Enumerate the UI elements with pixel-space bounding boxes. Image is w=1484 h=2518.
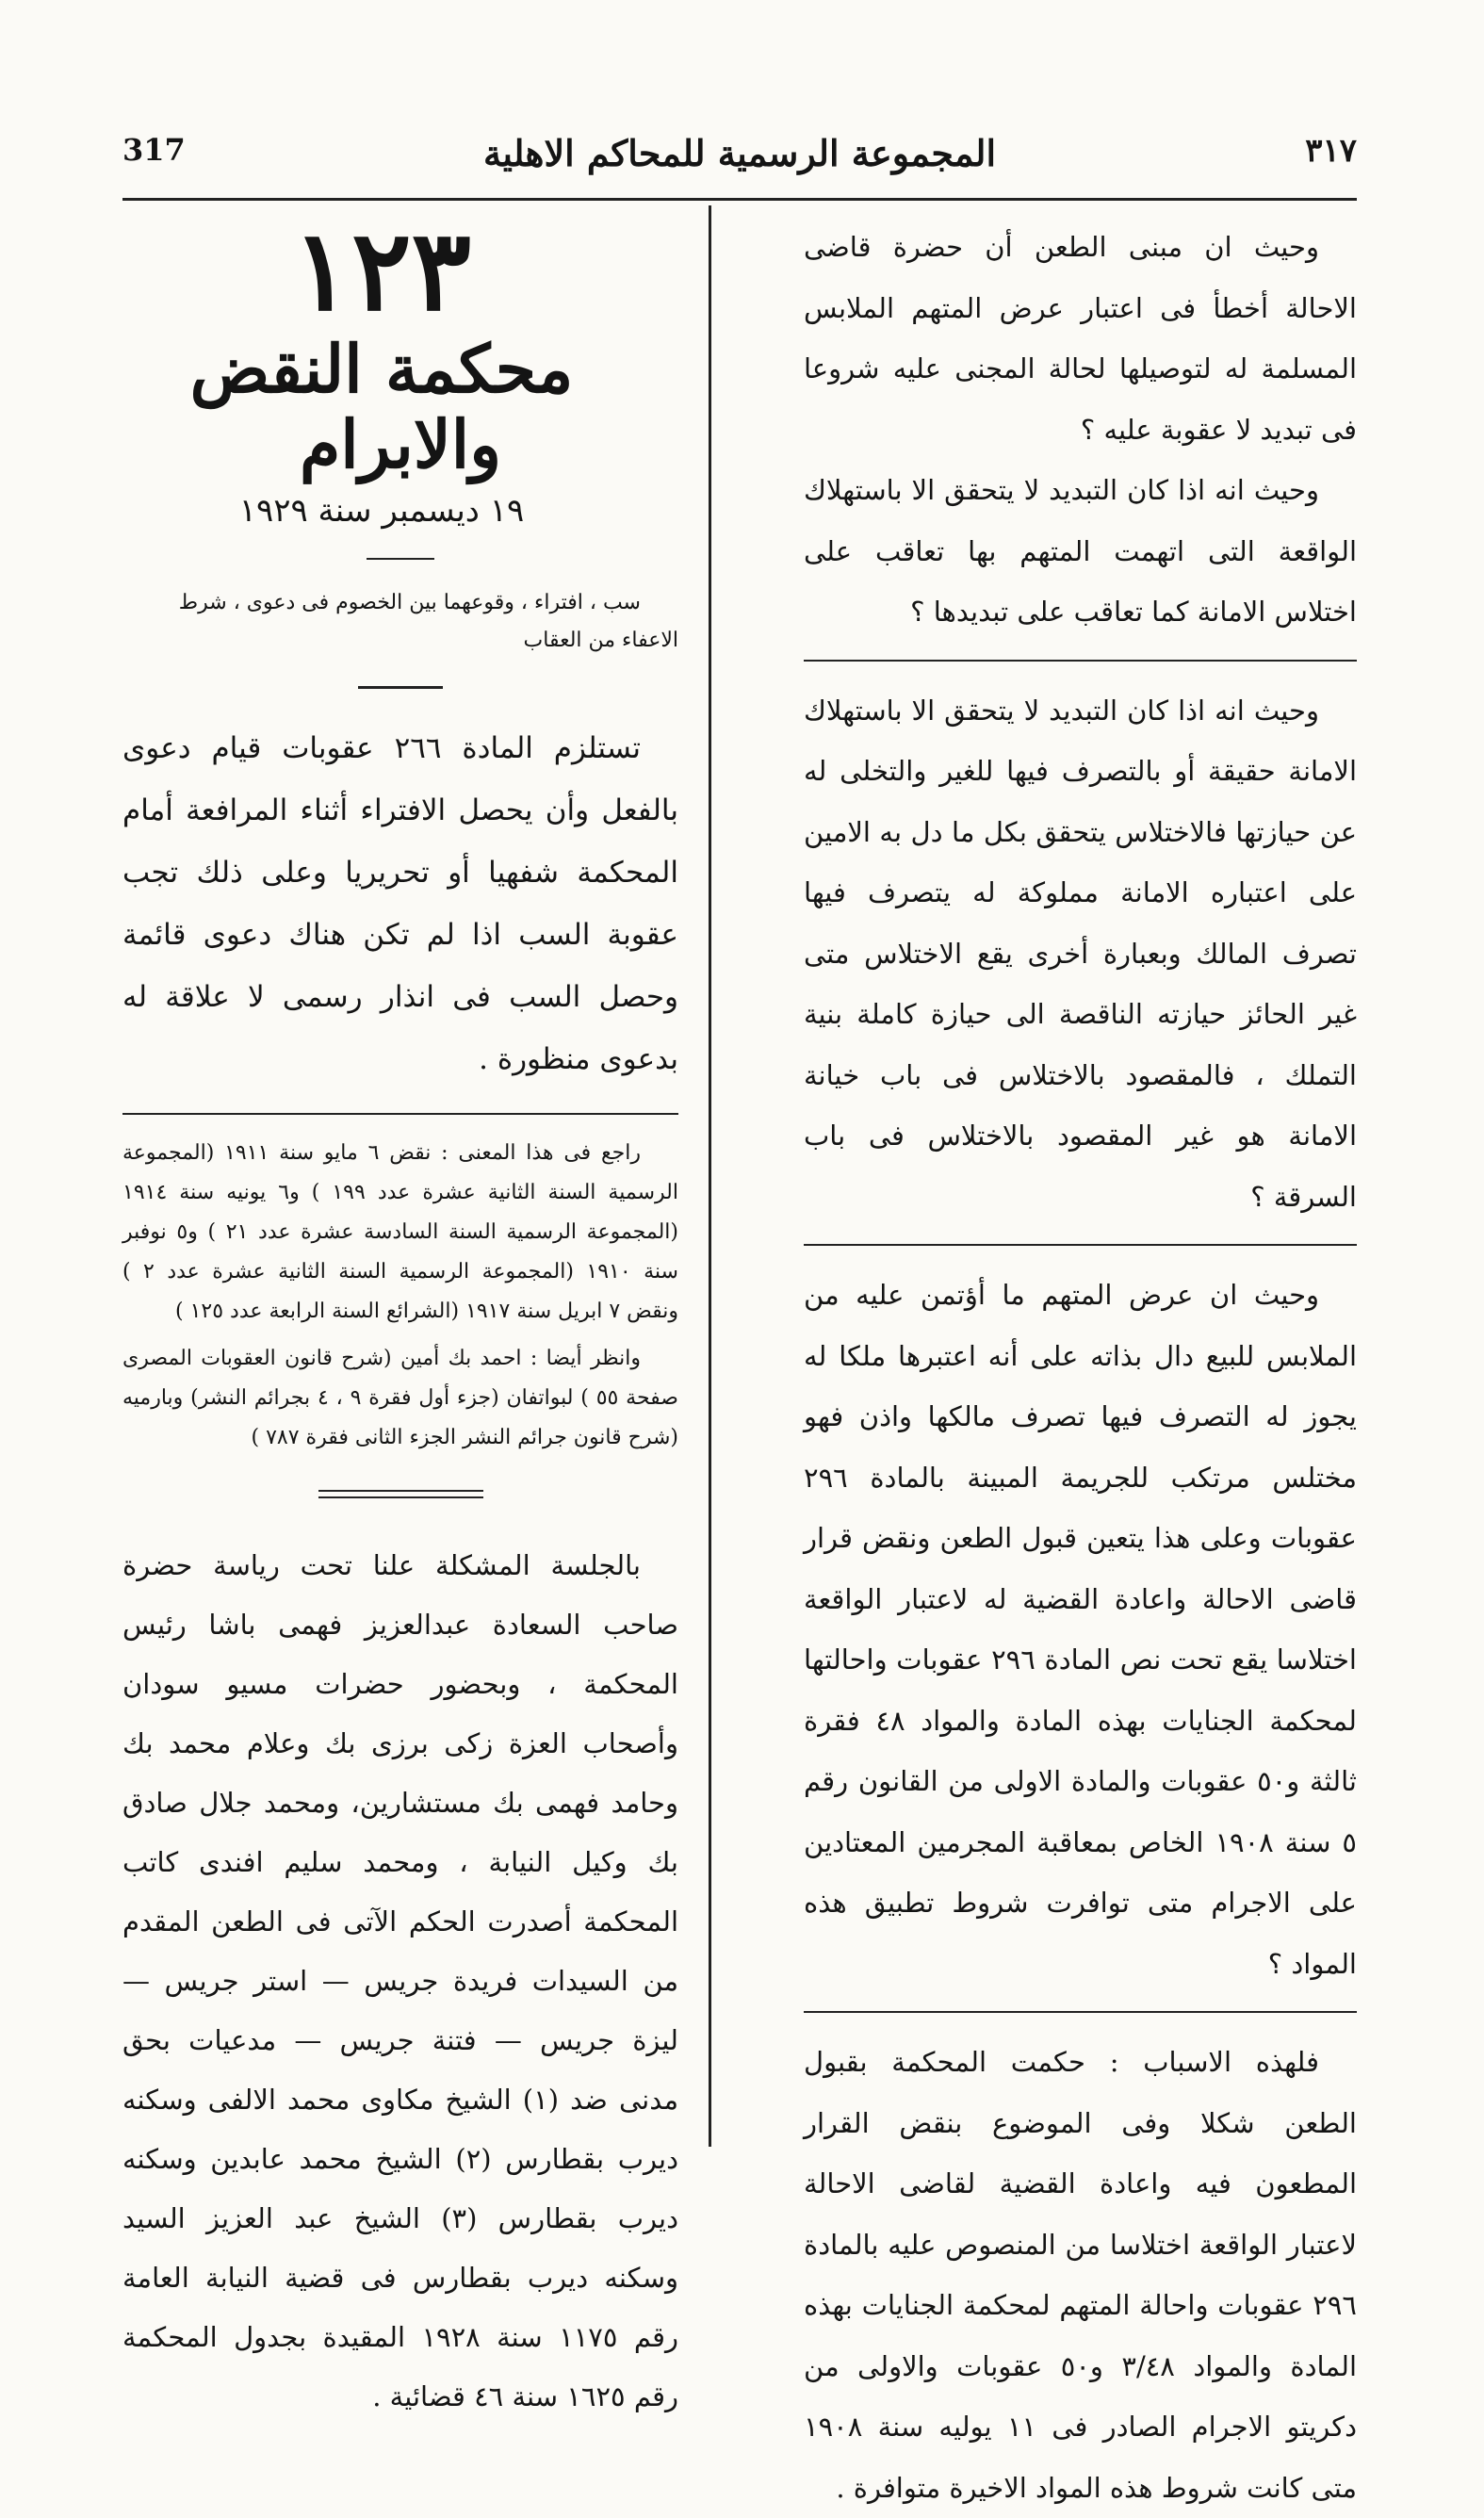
headnote: تستلزم المادة ٢٦٦ عقوبات قيام دعوى بالفعل وأن يحصل الافتراء أثناء المرافعة أمام المحكمة شفهيا أو تحريريا وعلى ذلك تجب عقوبة السب اذا لم تكن هناك دعوى قائمة وحصل السب فى انذار رسمى لا علاقة له بدعوى منظورة . (122, 731, 678, 1076)
references-2: وانظر أيضا : احمد بك أمين (شرح قانون العقوبات المصرى صفحة ٥٥ ) لبواتفان (جزء أول فقرة ٩ ، ٤ بجرائم النشر) وبارميه (شرح قانون جرائم النشر الجزء الثانى فقرة ٧٨٧ ) (122, 1347, 678, 1449)
paragraph-separator (804, 1244, 1357, 1246)
running-title: المجموعة الرسمية للمحاكم الاهلية (482, 132, 997, 174)
short-rule (367, 558, 434, 560)
page-number-latin: 317 (122, 132, 186, 168)
paragraph-1: وحيث ان مبنى الطعن أن حضرة قاضى الاحالة أخطأ فى اعتبار عرض المتهم الملابس المسلمة له لتوصيلها لحالة المجنى عليه شروعا فى تبديد لا عقوبة عليه ؟ (804, 231, 1357, 446)
case-number: ١٢٣ (291, 204, 472, 335)
paragraph-separator (804, 2011, 1357, 2013)
double-rule (318, 1490, 483, 1498)
keywords: سب ، افتراء ، وقوعهما بين الخصوم فى دعوى ، شرط الاعفاء من العقاب (178, 591, 678, 652)
case-heading (122, 204, 678, 539)
column-divider (709, 205, 711, 2147)
page-header (122, 132, 1357, 179)
paragraph-3: وحيث انه اذا كان التبديد لا يتحقق الا باستهلاك الامانة حقيقة أو بالتصرف فيها للغير والتخلى له عن حيازتها فالاختلاس يتحقق بكل ما دل به الامين على اعتباره الامانة مملوكة له يتصرف فيها تصرف المالك وبعبارة أخرى يقع الاختلاس متى غير الحائز حيازته الناقصة الى حيازة كاملة بنية التملك ، فالمقصود بالاختلاس فى باب خيانة الامانة هو غير المقصود بالاختلاس فى باب السرقة ؟ (804, 694, 1357, 1213)
references-rule (122, 1113, 678, 1115)
paragraph-4: وحيث ان عرض المتهم ما أؤتمن عليه من الملابس للبيع دال بذاته على أنه اعتبرها ملكا له يجوز له التصرف فيها تصرف مالكها واذن فهو مختلس مرتكب للجريمة المبينة بالمادة ٢٩٦ عقوبات وعلى هذا يتعين قبول الطعن ونقض قرار قاضى الاحالة واعادة القضية له لاعتبار الواقعة اختلاسا يقع تحت نص المادة ٢٩٦ عقوبات واحالتها لمحكمة الجنايات بهذه المادة والمواد ٤٨ فقرة ثالثة و٥٠ عقوبات والمادة الاولى من القانون رقم ٥ سنة ١٩٠٨ الخاص بمعاقبة المجرمين المعتادين على الاجرام متى توافرت شروط تطبيق هذه المواد ؟ (804, 1279, 1357, 1980)
paragraph-2: وحيث انه اذا كان التبديد لا يتحقق الا باستهلاك الواقعة التى اتهمت المتهم بها تعاقب على اختلاس الامانة كما تعاقب على تبديدها ؟ (804, 474, 1357, 628)
header-rule (122, 198, 1357, 201)
court-name: محكمة النقض والابرام (189, 330, 574, 483)
paragraph-5: فلهذه الاسباب : حكمت المحكمة بقبول الطعن شكلا وفى الموضوع بنقض القرار المطعون فيه واعادة القضية لقاضى الاحالة لاعتبار الواقعة اختلاسا من المنصوص عليه بالمادة ٢٩٦ عقوبات واحالة المتهم لمحكمة الجنايات بهذه المادة والمواد ٣/٤٨ و٥٠ عقوبات والاولى من دكريتو الاجرام الصادر فى ١١ يوليه سنة ١٩٠٨ متى كانت شروط هذه المواد الاخيرة متوافرة . (804, 2046, 1357, 2504)
left-column (122, 204, 678, 2427)
page-number-arabic: ٣١٧ (1305, 132, 1357, 170)
case-date: ١٩ ديسمبر سنة ١٩٢٩ (238, 492, 525, 530)
short-rule (358, 686, 443, 689)
proceedings: بالجلسة المشكلة علنا تحت رياسة حضرة صاحب السعادة عبدالعزيز فهمى باشا رئيس المحكمة ، وبحضور حضرات مسيو سودان وأصحاب العزة زكى برزى بك وعلام محمد بك وحامد فهمى بك مستشارين، ومحمد جلال صادق بك وكيل النيابة ، ومحمد سليم افندى كاتب المحكمة أصدرت الحكم الآتى فى الطعن المقدم من السيدات فريدة جريس — استر جريس — ليزة جريس — فتنة جريس — مدعيات بحق مدنى ضد (١) الشيخ مكاوى محمد الالفى وسكنه ديرب بقطارس (٢) الشيخ محمد عابدين وسكنه ديرب بقطارس (٣) الشيخ عبد العزيز السيد وسكنه ديرب بقطارس فى قضية النيابة العامة رقم ١١٧٥ سنة ١٩٢٨ المقيدة بجدول المحكمة رقم ١٦٢٥ سنة ٤٦ قضائية . (122, 1549, 678, 2412)
right-column (804, 217, 1357, 2518)
references-1: راجع فى هذا المعنى : نقض ٦ مايو سنة ١٩١١ (المجموعة الرسمية السنة الثانية عشرة عدد ١٩٩ ) و٦ يونيه سنة ١٩١٤ (المجموعة الرسمية السنة السادسة عشرة عدد ٢١ ) و٥ نوفبر سنة ١٩١٠ (المجموعة الرسمية السنة الثانية عشرة عدد ٢ ) ونقض ٧ ابريل سنة ١٩١٧ (الشرائع السنة الرابعة عدد ١٢٥ ) (122, 1141, 678, 1323)
paragraph-separator (804, 660, 1357, 662)
